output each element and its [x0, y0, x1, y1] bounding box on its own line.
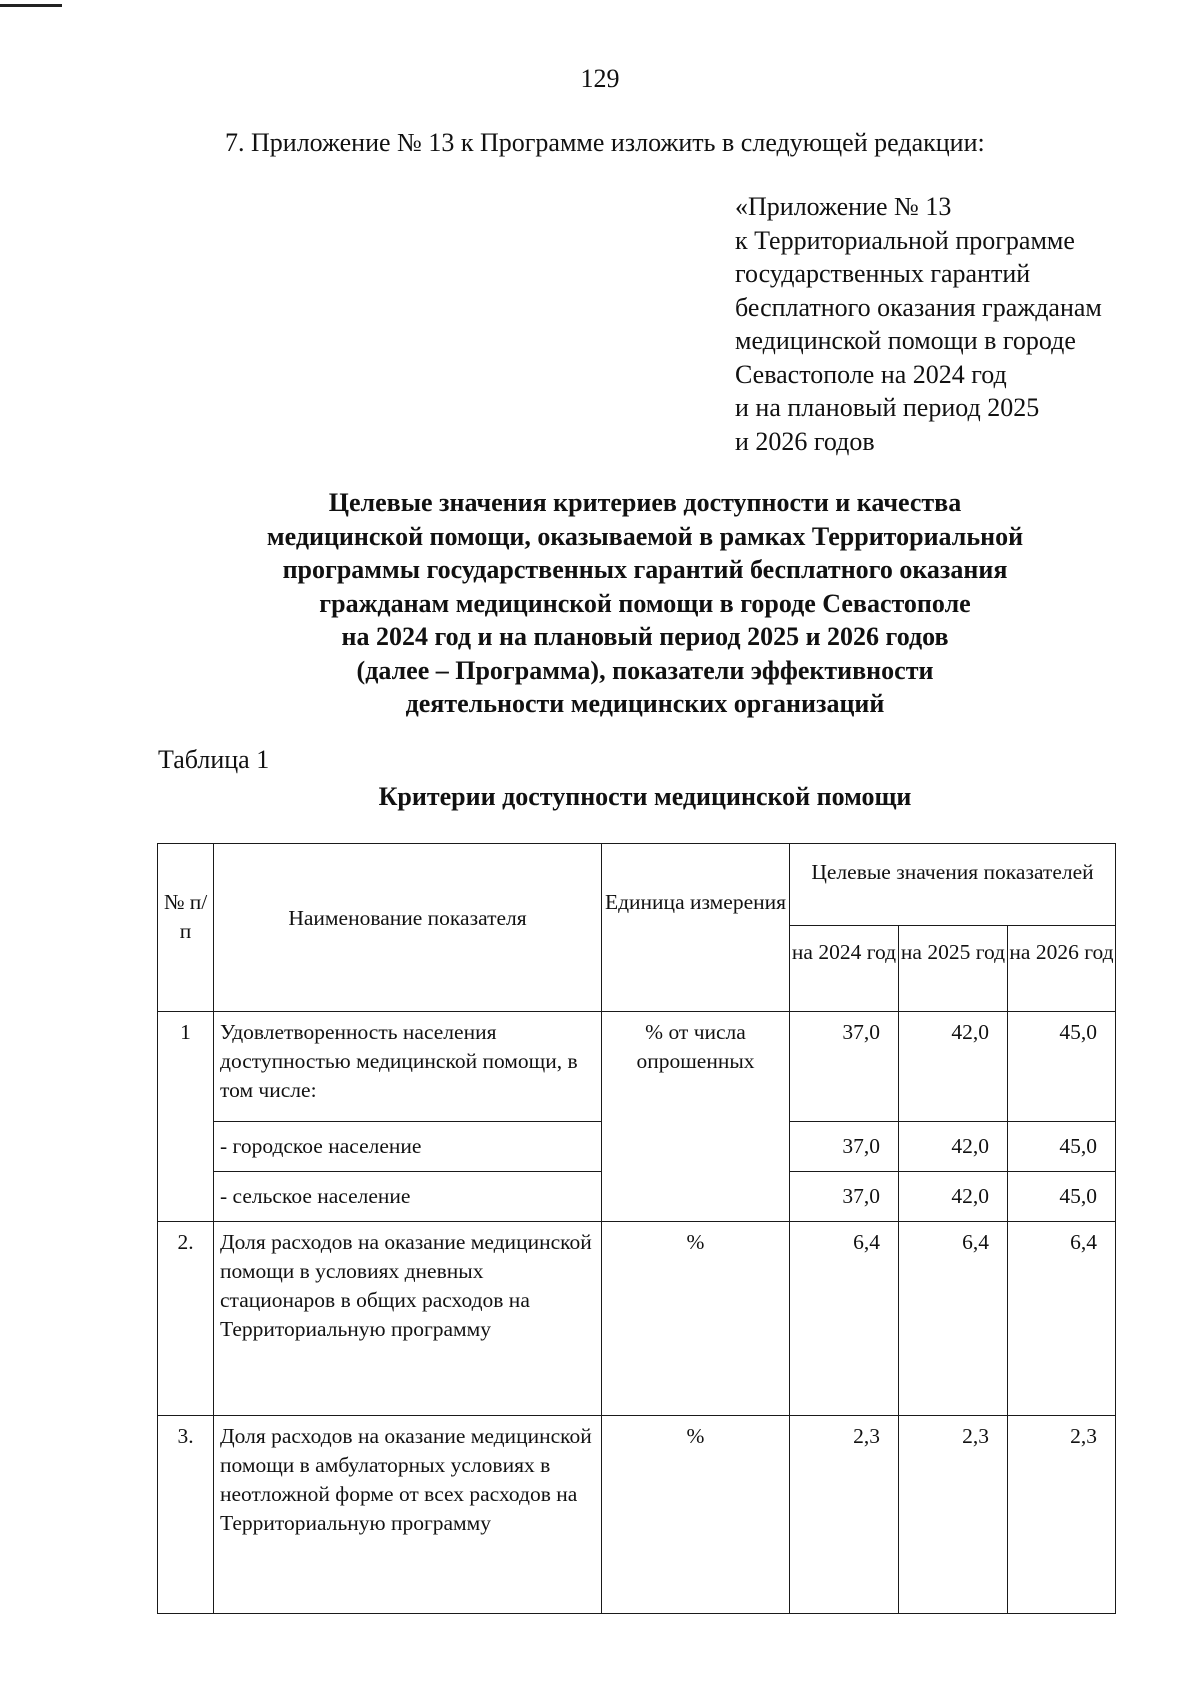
title-line: (далее – Программа), показатели эффективности — [356, 655, 934, 685]
table-row — [158, 1222, 1116, 1416]
title-line: медицинской помощи, оказываемой в рамках Территориальной — [266, 521, 1024, 551]
title-line: на 2024 год и на плановый период 2025 и 2026 годов — [341, 622, 949, 651]
value-2025: 42,0 — [899, 1012, 1008, 1122]
appendix-header-line: «Приложение № 13 — [735, 192, 952, 221]
indicator-name: Доля расходов на оказание медицинской помощи в условиях дневных стационаров в общих расходов на Территориальную программу — [214, 1222, 602, 1416]
header-row — [158, 844, 1116, 926]
appendix-header-line: медицинской помощи в городе — [735, 326, 1076, 355]
appendix-header-line: и 2026 годов — [735, 426, 875, 456]
top-edge-rule — [0, 4, 62, 7]
row-number: 2. — [158, 1222, 214, 1416]
unit-of-measure: % — [602, 1222, 790, 1416]
indicator-name: Удовлетворенность населения доступностью медицинской помощи, в том числе: — [214, 1012, 602, 1122]
table-title: Критерии доступности медицинской помощи — [378, 782, 912, 811]
title-line: Целевые значения критериев доступности и качества — [328, 488, 962, 517]
header-year-2024: на 2024 год — [790, 926, 899, 1012]
value-2025: 6,4 — [899, 1222, 1008, 1416]
unit-of-measure: % — [602, 1416, 790, 1614]
unit-of-measure: % от числа опрошенных — [602, 1012, 790, 1222]
title-line: деятельности медицинских организаций — [405, 689, 885, 718]
title-line: гражданам медицинской помощи в городе Севастополе — [319, 588, 971, 618]
header-target-values: Целевые значения показателей — [790, 844, 1116, 926]
amendment-intro: 7. Приложение № 13 к Программе изложить в следующей редакции: — [225, 128, 985, 157]
value-2025: 42,0 — [899, 1122, 1008, 1172]
value-2024: 2,3 — [790, 1416, 899, 1614]
appendix-header-line: и на плановый период 2025 — [735, 393, 1040, 422]
header-unit: Единица измерения — [602, 844, 790, 1012]
row-number: 3. — [158, 1416, 214, 1614]
indicator-name: Доля расходов на оказание медицинской помощи в амбулаторных условиях в неотложной форме от всех расходов на Территориальную программу — [214, 1416, 602, 1614]
value-2025: 2,3 — [899, 1416, 1008, 1614]
header-year-2025: на 2025 год — [899, 926, 1008, 1012]
criteria-table — [157, 843, 1116, 1614]
header-year-2026: на 2026 год — [1008, 926, 1116, 1012]
table-row — [158, 1012, 1116, 1122]
value-2026: 45,0 — [1008, 1012, 1116, 1122]
header-num: № п/п — [158, 844, 214, 1012]
appendix-header-line: государственных гарантий — [735, 259, 1031, 288]
row-number: 1 — [158, 1012, 214, 1222]
appendix-header-block — [735, 190, 1175, 458]
page-number: 129 — [580, 64, 620, 93]
appendix-header-line: бесплатного оказания гражданам — [735, 292, 1102, 322]
document-title — [150, 486, 1140, 721]
title-line: программы государственных гарантий бесплатного оказания — [282, 555, 1008, 584]
table-row — [158, 1416, 1116, 1614]
indicator-name: - сельское население — [214, 1172, 602, 1222]
appendix-header-line: к Территориальной программе — [735, 225, 1075, 255]
value-2024: 37,0 — [790, 1172, 899, 1222]
appendix-header-line: Севастополе на 2024 год — [735, 359, 1007, 389]
header-name: Наименование показателя — [214, 844, 602, 1012]
table-label: Таблица 1 — [158, 745, 270, 774]
value-2026: 2,3 — [1008, 1416, 1116, 1614]
value-2026: 45,0 — [1008, 1122, 1116, 1172]
value-2024: 37,0 — [790, 1012, 899, 1122]
value-2025: 42,0 — [899, 1172, 1008, 1222]
value-2026: 6,4 — [1008, 1222, 1116, 1416]
indicator-name: - городское население — [214, 1122, 602, 1172]
value-2026: 45,0 — [1008, 1172, 1116, 1222]
value-2024: 6,4 — [790, 1222, 899, 1416]
value-2024: 37,0 — [790, 1122, 899, 1172]
